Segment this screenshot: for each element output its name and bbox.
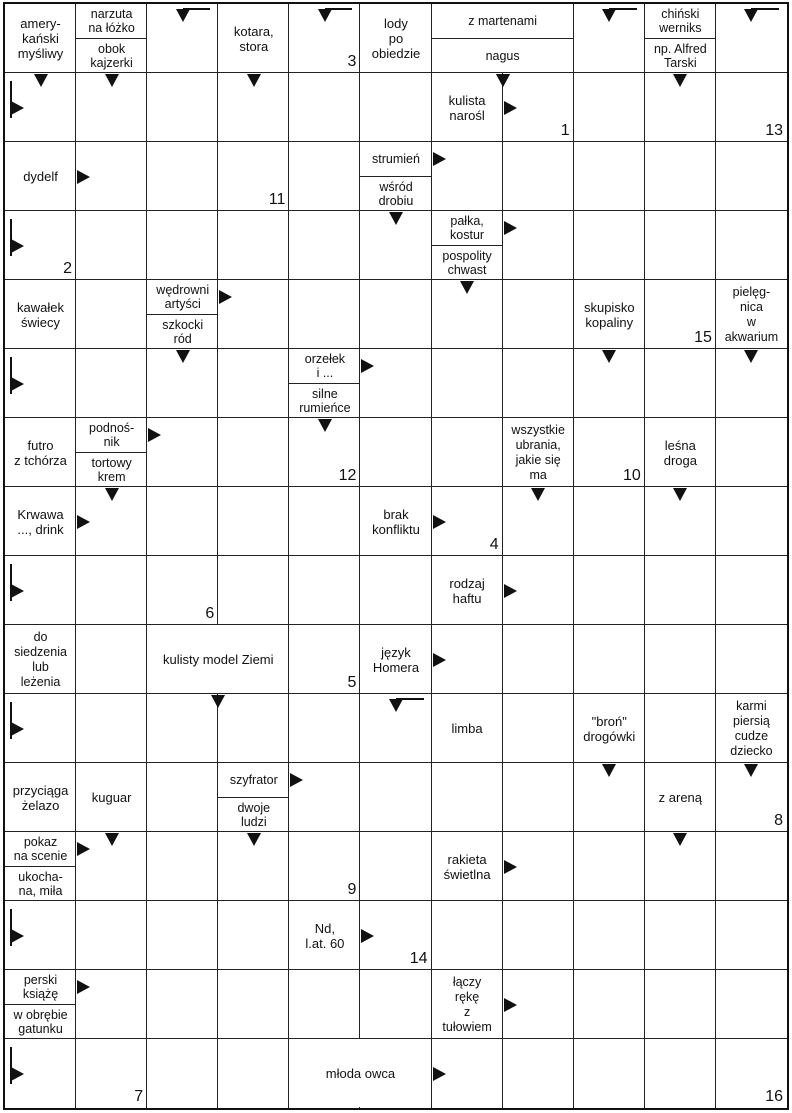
answer-cell[interactable] bbox=[716, 487, 787, 556]
cell-number: 13 bbox=[765, 122, 783, 139]
arrow-right-icon bbox=[219, 290, 232, 304]
answer-cell[interactable] bbox=[503, 763, 574, 832]
arrow-right-icon bbox=[77, 515, 90, 529]
corner-bar bbox=[10, 1047, 12, 1084]
answer-cell[interactable] bbox=[503, 694, 574, 763]
clue-text: silne rumieńce bbox=[299, 386, 351, 415]
arrow-right-icon bbox=[11, 101, 24, 115]
answer-cell[interactable] bbox=[289, 694, 360, 763]
clue-text: pielęg- nica w akwarium bbox=[724, 284, 779, 344]
answer-cell[interactable] bbox=[645, 625, 716, 694]
answer-cell[interactable] bbox=[645, 694, 716, 763]
clue-text: "broń" drogówki bbox=[583, 713, 636, 744]
answer-cell[interactable] bbox=[503, 349, 574, 418]
answer-cell[interactable] bbox=[76, 211, 147, 280]
answer-cell[interactable] bbox=[645, 556, 716, 625]
clue-text: kuguar bbox=[91, 790, 132, 805]
clue-text: lody po obiedzie bbox=[371, 16, 421, 61]
cell-number: 4 bbox=[489, 536, 499, 553]
answer-cell[interactable] bbox=[289, 142, 360, 211]
corner-bar bbox=[396, 698, 424, 700]
arrow-right-icon bbox=[433, 152, 446, 166]
numbered-cell bbox=[289, 832, 360, 901]
arrow-right-icon bbox=[11, 929, 24, 943]
arrow-down-icon bbox=[673, 488, 687, 501]
answer-cell[interactable] bbox=[503, 142, 574, 211]
arrow-right-icon bbox=[504, 998, 517, 1012]
arrow-right-icon bbox=[433, 653, 446, 667]
answer-cell[interactable] bbox=[716, 970, 787, 1039]
cell-number: 2 bbox=[63, 260, 73, 277]
clue-text: kulisty model Ziemi bbox=[162, 652, 274, 667]
arrow-right-icon bbox=[11, 584, 24, 598]
answer-cell[interactable] bbox=[360, 763, 431, 832]
clue-text: do siedzenia lub leżenia bbox=[14, 629, 67, 689]
answer-cell[interactable] bbox=[76, 280, 147, 349]
arrow-down-icon bbox=[105, 488, 119, 501]
answer-cell[interactable] bbox=[218, 349, 289, 418]
numbered-cell bbox=[289, 418, 360, 487]
arrow-down-icon bbox=[744, 9, 758, 22]
numbered-cell bbox=[76, 1039, 147, 1108]
answer-cell[interactable] bbox=[289, 556, 360, 625]
clue-text: perski książę bbox=[5, 970, 76, 1005]
crossword-board bbox=[3, 2, 789, 1110]
arrow-down-icon bbox=[389, 699, 403, 712]
corner-bar bbox=[10, 564, 12, 601]
corner-bar bbox=[10, 357, 12, 394]
arrow-down-icon bbox=[602, 350, 616, 363]
arrow-right-icon bbox=[504, 584, 517, 598]
numbered-cell bbox=[716, 763, 787, 832]
numbered-cell bbox=[147, 556, 218, 625]
answer-cell[interactable] bbox=[218, 487, 289, 556]
arrow-down-icon bbox=[389, 212, 403, 225]
corner-bar bbox=[10, 909, 12, 946]
answer-cell[interactable] bbox=[218, 901, 289, 970]
answer-cell[interactable] bbox=[503, 280, 574, 349]
answer-cell[interactable] bbox=[360, 280, 431, 349]
clue-text: narzuta na łóżko bbox=[76, 4, 147, 39]
answer-cell[interactable] bbox=[574, 625, 645, 694]
numbered-cell bbox=[5, 211, 76, 280]
cell-number: 10 bbox=[623, 467, 641, 484]
arrow-down-icon bbox=[105, 833, 119, 846]
clue-text: wszystkie ubrania, jakie się ma bbox=[511, 422, 565, 482]
cell-number: 9 bbox=[347, 881, 357, 898]
arrow-down-icon bbox=[34, 74, 48, 87]
answer-cell[interactable] bbox=[716, 211, 787, 280]
cell-number: 8 bbox=[774, 812, 783, 829]
clue-text: z areną bbox=[658, 790, 703, 805]
arrow-down-icon bbox=[247, 74, 261, 87]
cell-number: 11 bbox=[268, 191, 286, 208]
clue-text: dwoje ludzi bbox=[237, 800, 271, 829]
answer-cell[interactable] bbox=[76, 349, 147, 418]
answer-cell[interactable] bbox=[645, 211, 716, 280]
answer-cell[interactable] bbox=[218, 211, 289, 280]
clue-text: wśród drobiu bbox=[378, 179, 414, 208]
answer-cell[interactable] bbox=[716, 901, 787, 970]
arrow-down-icon bbox=[673, 833, 687, 846]
answer-cell[interactable] bbox=[716, 556, 787, 625]
cell-number: 12 bbox=[338, 467, 357, 484]
answer-cell[interactable] bbox=[76, 556, 147, 625]
numbered-cell bbox=[716, 73, 787, 142]
answer-cell[interactable] bbox=[432, 349, 503, 418]
arrow-right-icon bbox=[290, 773, 303, 787]
clue-text: szyfrator bbox=[218, 763, 289, 798]
arrow-down-icon bbox=[105, 74, 119, 87]
clue-text: limba bbox=[451, 721, 483, 736]
clue-text: obok kajzerki bbox=[90, 41, 133, 70]
numbered-cell bbox=[218, 142, 289, 211]
answer-cell[interactable] bbox=[432, 418, 503, 487]
answer-cell[interactable] bbox=[147, 487, 218, 556]
arrow-down-icon bbox=[176, 9, 190, 22]
clue-text: kulista narośl bbox=[448, 92, 486, 123]
arrow-right-icon bbox=[77, 170, 90, 184]
answer-cell[interactable] bbox=[147, 211, 218, 280]
clue-text: łączy rękę z tułowiem bbox=[442, 974, 492, 1034]
clue-text: pospolity chwast bbox=[442, 248, 492, 277]
answer-cell[interactable] bbox=[289, 73, 360, 142]
clue-text: strumień bbox=[360, 142, 431, 177]
answer-cell[interactable] bbox=[574, 487, 645, 556]
clue-text: szkocki ród bbox=[162, 317, 204, 346]
answer-cell[interactable] bbox=[716, 625, 787, 694]
answer-cell[interactable] bbox=[574, 556, 645, 625]
clue-text: język Homera bbox=[372, 644, 420, 675]
answer-cell[interactable] bbox=[147, 1039, 218, 1108]
arrow-down-icon bbox=[247, 833, 261, 846]
answer-cell[interactable] bbox=[360, 556, 431, 625]
arrow-right-icon bbox=[504, 860, 517, 874]
numbered-cell bbox=[289, 625, 360, 694]
arrow-down-icon bbox=[602, 764, 616, 777]
cell-number: 15 bbox=[694, 329, 712, 346]
clue-text: w obrębie gatunku bbox=[13, 1007, 68, 1036]
arrow-right-icon bbox=[433, 1067, 446, 1081]
answer-cell[interactable] bbox=[360, 832, 431, 901]
answer-cell[interactable] bbox=[289, 970, 360, 1039]
clue-text: kotara, stora bbox=[233, 23, 274, 54]
numbered-cell bbox=[503, 73, 574, 142]
clue-text: amery- kański myśliwy bbox=[17, 16, 64, 61]
answer-cell[interactable] bbox=[147, 142, 218, 211]
answer-cell[interactable] bbox=[503, 625, 574, 694]
arrow-right-icon bbox=[504, 221, 517, 235]
clue-text: podnoś- nik bbox=[76, 418, 147, 453]
answer-cell[interactable] bbox=[76, 694, 147, 763]
answer-cell[interactable] bbox=[218, 556, 289, 625]
clue-text: brak konfliktu bbox=[372, 506, 420, 537]
answer-cell[interactable] bbox=[574, 1039, 645, 1108]
corner-bar bbox=[10, 81, 12, 118]
clue-text: rakieta świetlna bbox=[443, 851, 491, 882]
arrow-down-icon bbox=[531, 488, 545, 501]
arrow-down-icon bbox=[744, 350, 758, 363]
answer-cell[interactable] bbox=[289, 280, 360, 349]
cell-number: 14 bbox=[409, 950, 428, 967]
answer-cell[interactable] bbox=[645, 349, 716, 418]
answer-cell[interactable] bbox=[147, 694, 218, 763]
cell-number: 3 bbox=[347, 53, 357, 70]
cell-number: 1 bbox=[560, 122, 570, 139]
clue-text: pokaz na scenie bbox=[5, 832, 76, 867]
clue-text: futro z tchórza bbox=[14, 437, 67, 468]
clue-text: wędrowni artyści bbox=[147, 280, 218, 315]
clue-text: rodzaj haftu bbox=[449, 575, 485, 606]
corner-bar bbox=[10, 702, 12, 739]
arrow-right-icon bbox=[361, 359, 374, 373]
corner-bar bbox=[183, 8, 211, 10]
answer-cell[interactable] bbox=[147, 763, 218, 832]
answer-cell[interactable] bbox=[218, 418, 289, 487]
answer-cell[interactable] bbox=[218, 1039, 289, 1108]
answer-cell[interactable] bbox=[645, 142, 716, 211]
arrow-right-icon bbox=[77, 980, 90, 994]
answer-cell[interactable] bbox=[574, 901, 645, 970]
answer-cell[interactable] bbox=[218, 970, 289, 1039]
answer-cell[interactable] bbox=[574, 142, 645, 211]
arrow-right-icon bbox=[148, 428, 161, 442]
numbered-cell bbox=[289, 4, 360, 73]
arrow-right-icon bbox=[11, 1067, 24, 1081]
clue-text: orzełek i ... bbox=[289, 349, 360, 384]
numbered-cell bbox=[716, 1039, 787, 1108]
answer-cell[interactable] bbox=[360, 73, 431, 142]
arrow-right-icon bbox=[11, 722, 24, 736]
arrow-down-icon bbox=[602, 9, 616, 22]
clue-text: chiński werniks bbox=[645, 4, 716, 39]
corner-bar bbox=[609, 8, 637, 10]
answer-cell[interactable] bbox=[432, 763, 503, 832]
answer-cell[interactable] bbox=[289, 487, 360, 556]
arrow-down-icon bbox=[211, 695, 225, 708]
answer-cell[interactable] bbox=[147, 832, 218, 901]
answer-cell[interactable] bbox=[147, 970, 218, 1039]
numbered-cell bbox=[432, 487, 503, 556]
clue-text: tortowy krem bbox=[91, 455, 132, 484]
arrow-right-icon bbox=[11, 377, 24, 391]
answer-cell[interactable] bbox=[218, 694, 289, 763]
clue-text: młoda owca bbox=[325, 1066, 396, 1081]
clue-text: Krwawa ..., drink bbox=[17, 506, 64, 537]
answer-cell[interactable] bbox=[574, 832, 645, 901]
answer-cell[interactable] bbox=[645, 1039, 716, 1108]
cell-number: 7 bbox=[134, 1088, 144, 1105]
arrow-down-icon bbox=[460, 281, 474, 294]
corner-bar bbox=[751, 8, 779, 10]
clue-text: skupisko kopaliny bbox=[583, 299, 635, 330]
clue-text: Nd, l.at. 60 bbox=[305, 920, 345, 951]
numbered-cell bbox=[360, 901, 431, 970]
answer-cell[interactable] bbox=[147, 901, 218, 970]
clue-text: pałka, kostur bbox=[432, 211, 503, 246]
answer-cell[interactable] bbox=[147, 73, 218, 142]
answer-cell[interactable] bbox=[432, 901, 503, 970]
clue-text: karmi piersią cudze dziecko bbox=[730, 698, 773, 758]
numbered-cell bbox=[645, 280, 716, 349]
clue-text: z martenami bbox=[432, 4, 574, 39]
cell-number: 16 bbox=[765, 1088, 783, 1105]
answer-cell[interactable] bbox=[289, 211, 360, 280]
answer-cell[interactable] bbox=[76, 901, 147, 970]
clue-text: leśna droga bbox=[663, 437, 697, 468]
answer-cell[interactable] bbox=[716, 418, 787, 487]
answer-cell[interactable] bbox=[645, 901, 716, 970]
clue-text: kawałek świecy bbox=[17, 299, 65, 330]
clue-text: ukocha- na, miła bbox=[18, 869, 63, 898]
arrow-down-icon bbox=[176, 350, 190, 363]
clue-text: nagus bbox=[485, 48, 520, 63]
clue-text: dydelf bbox=[23, 169, 58, 184]
answer-cell[interactable] bbox=[360, 970, 431, 1039]
answer-cell[interactable] bbox=[574, 73, 645, 142]
answer-cell[interactable] bbox=[503, 1039, 574, 1108]
answer-cell[interactable] bbox=[574, 211, 645, 280]
cell-number: 6 bbox=[205, 605, 215, 622]
clue-text: przyciąga żelazo bbox=[12, 782, 69, 813]
numbered-cell bbox=[574, 418, 645, 487]
answer-cell[interactable] bbox=[645, 970, 716, 1039]
answer-cell[interactable] bbox=[360, 418, 431, 487]
arrow-right-icon bbox=[77, 842, 90, 856]
answer-cell[interactable] bbox=[716, 142, 787, 211]
answer-cell[interactable] bbox=[503, 901, 574, 970]
answer-cell[interactable] bbox=[76, 625, 147, 694]
arrow-down-icon bbox=[673, 74, 687, 87]
cell-number: 5 bbox=[347, 674, 357, 691]
answer-cell[interactable] bbox=[716, 832, 787, 901]
clue-text: np. Alfred Tarski bbox=[653, 41, 707, 70]
answer-cell[interactable] bbox=[574, 970, 645, 1039]
